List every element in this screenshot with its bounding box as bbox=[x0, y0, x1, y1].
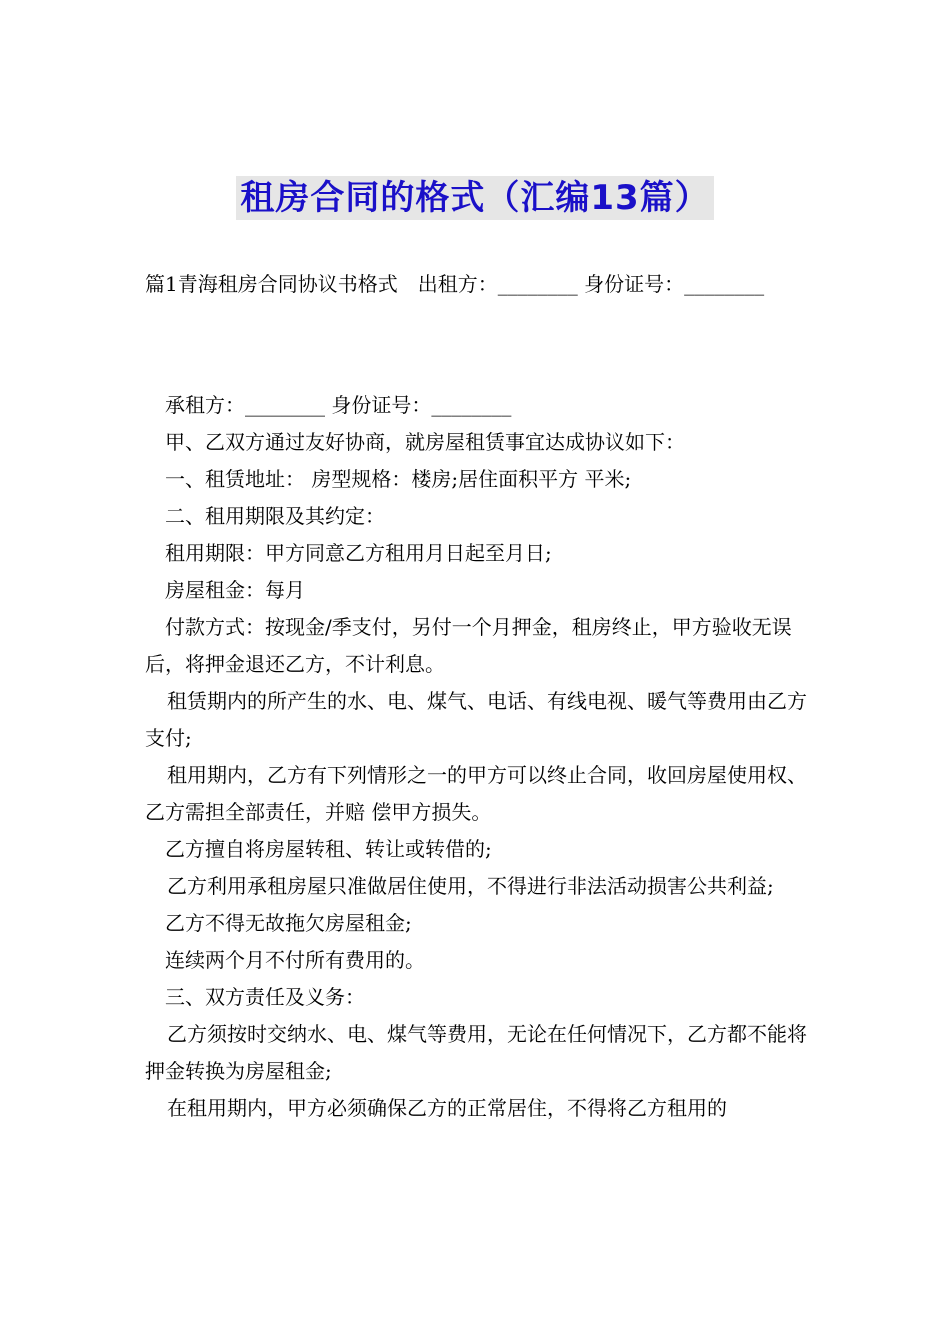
paragraph: 租用期内，乙方有下列情形之一的甲方可以终止合同，收回房屋使用权、乙方需担全部责任，并赔 偿甲方损失。 bbox=[145, 763, 807, 824]
paragraph: 乙方擅自将房屋转租、转让或转借的; bbox=[165, 837, 492, 861]
paragraph: 乙方利用承租房屋只准做居住使用，不得进行非法活动损害公共利益; bbox=[167, 874, 774, 898]
paragraph: 二、租用期限及其约定： bbox=[165, 504, 385, 528]
paragraph: 在租用期内，甲方必须确保乙方的正常居住，不得将乙方租用的 bbox=[167, 1096, 727, 1120]
title-container bbox=[0, 176, 950, 220]
paragraph: 三、双方责任及义务： bbox=[165, 985, 365, 1009]
paragraph: 一、租赁地址： 房型规格：楼房;居住面积平方 平米; bbox=[165, 467, 632, 491]
paragraph: 连续两个月不付所有费用的。 bbox=[165, 948, 425, 972]
paragraph: 承租方：________ 身份证号：________ bbox=[165, 393, 512, 417]
paragraph: 乙方不得无故拖欠房屋租金; bbox=[165, 911, 412, 935]
paragraph: 租赁期内的所产生的水、电、煤气、电话、有线电视、暖气等费用由乙方支付; bbox=[145, 689, 807, 750]
paragraph: 甲、乙双方通过友好协商，就房屋租赁事宜达成协议如下： bbox=[165, 430, 685, 454]
paragraph-header: 篇1青海租房合同协议书格式 出租方：________ 身份证号：________ bbox=[145, 272, 765, 296]
paragraph: 房屋租金：每月 bbox=[165, 578, 305, 602]
paragraph: 付款方式：按现金/季支付，另付一个月押金，租房终止，甲方验收无误后，将押金退还乙方，不计利息。 bbox=[145, 615, 792, 676]
paragraph: 乙方须按时交纳水、电、煤气等费用，无论在任何情况下，乙方都不能将押金转换为房屋租金; bbox=[145, 1022, 807, 1083]
document-title: 租房合同的格式（汇编13篇） bbox=[236, 176, 713, 220]
paragraph: 租用期限：甲方同意乙方租用月日起至月日; bbox=[165, 541, 552, 565]
blank-gap bbox=[145, 303, 810, 387]
document-body bbox=[145, 266, 810, 1127]
